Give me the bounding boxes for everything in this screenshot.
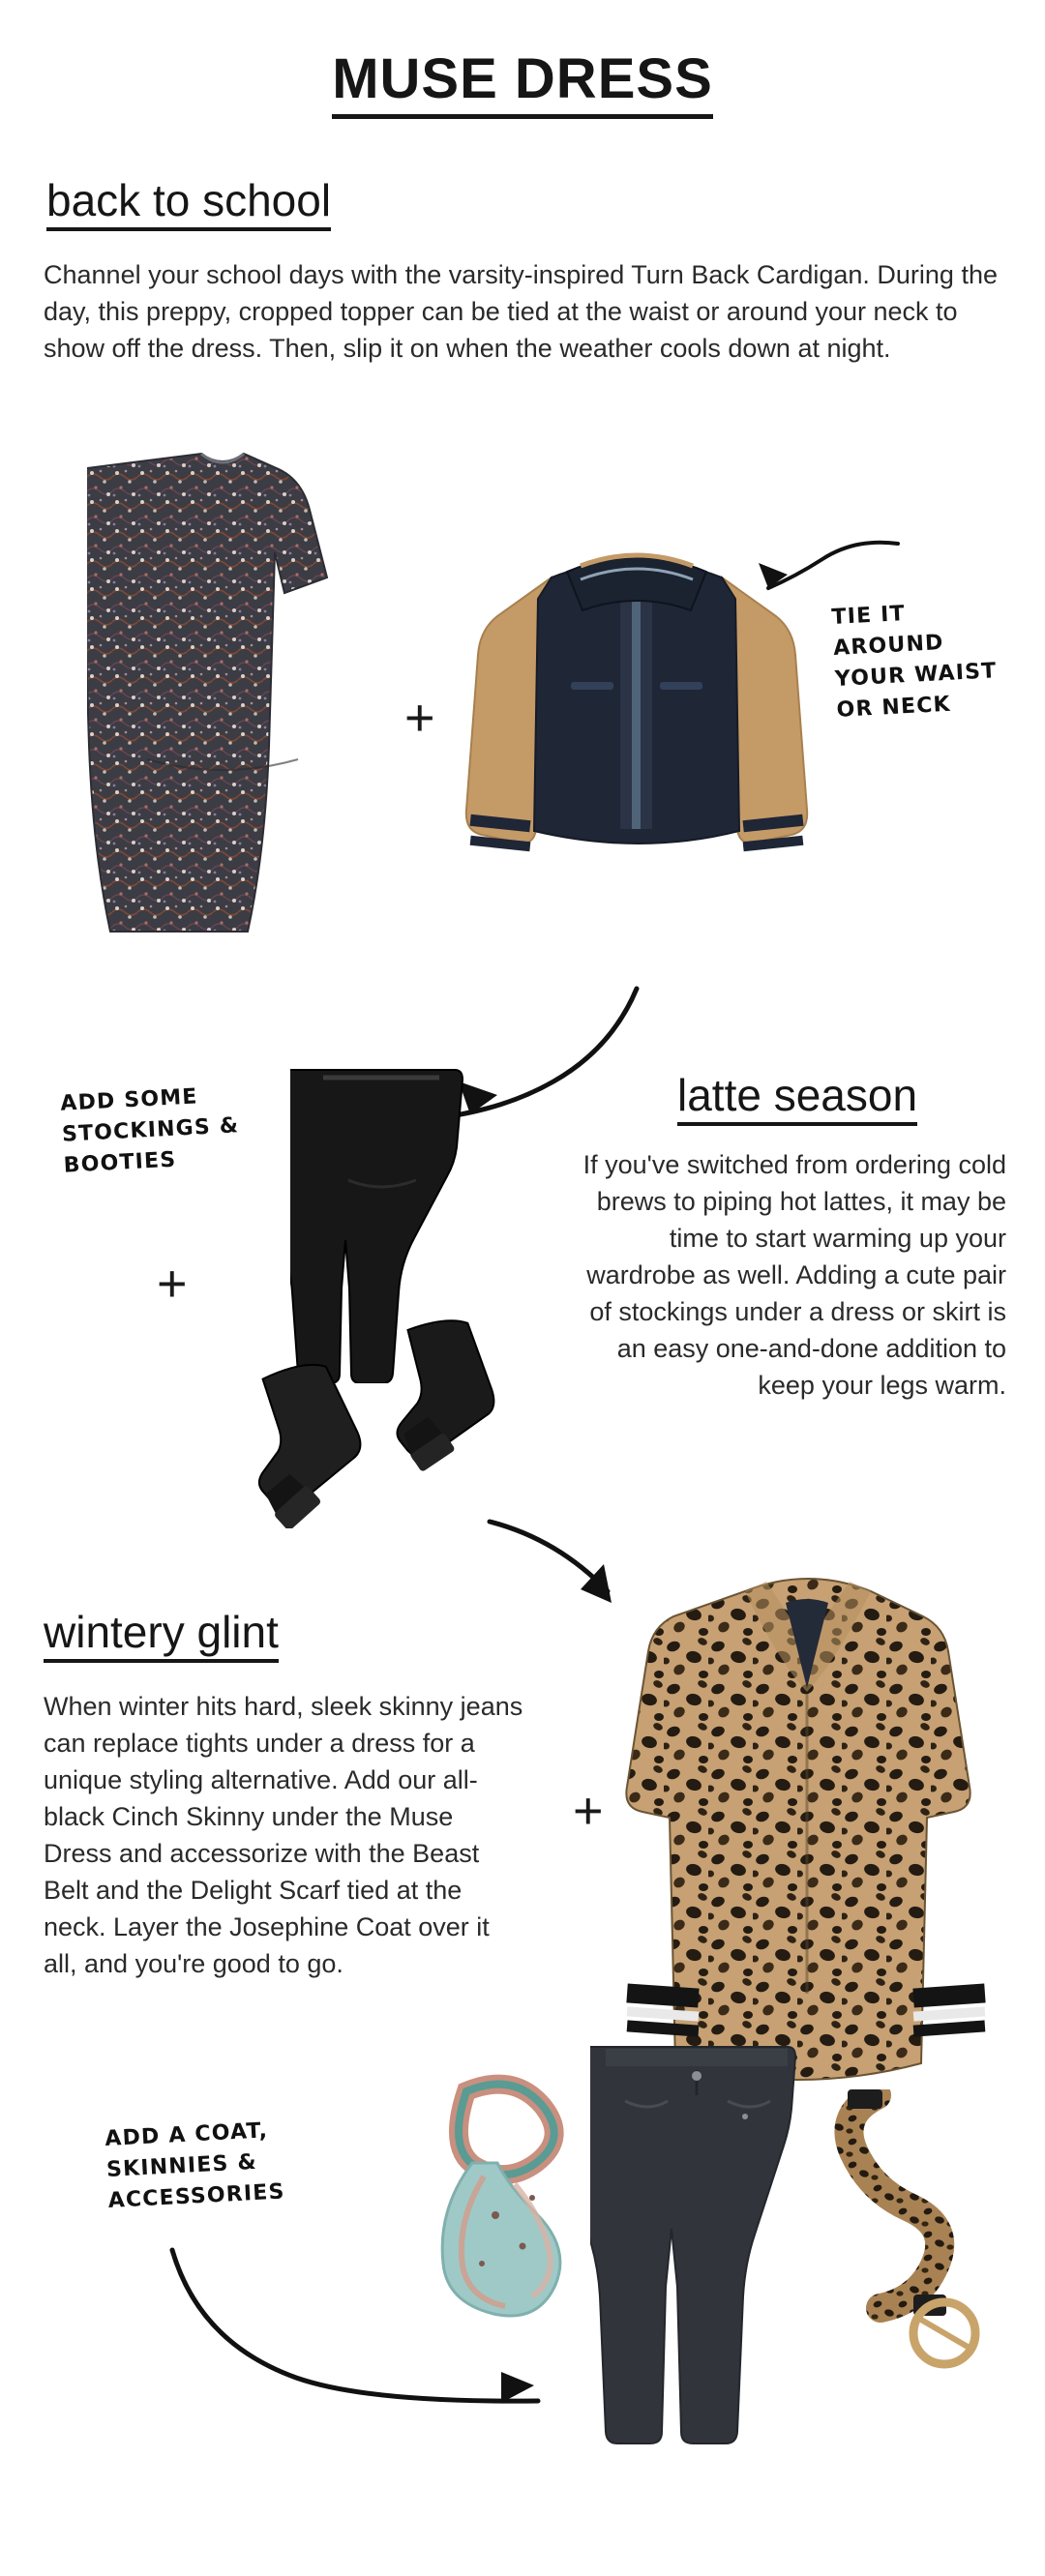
section-heading-text-2: latte season: [677, 1070, 917, 1126]
arrow-to-cardigan: [716, 530, 910, 607]
page-title-text: MUSE DRESS: [332, 47, 713, 119]
plus-sign-1: +: [404, 689, 435, 747]
section-heading-text: back to school: [46, 175, 331, 231]
section-heading-wintery-glint: [44, 1606, 279, 1658]
product-image-beast-belt: [821, 2089, 1014, 2380]
section-heading-text-3: wintery glint: [44, 1607, 279, 1663]
page-title: [0, 46, 1045, 111]
plus-sign-2: +: [157, 1255, 188, 1313]
product-image-muse-dress: [87, 440, 358, 962]
annotation-tie-it-around: TIE IT AROUND YOUR WAIST OR NECK: [830, 602, 999, 723]
section-body-back-to-school: Channel your school days with the varsity-inspired Turn Back Cardigan. During the day, this preppy, cropped topper can be tied at the waist or around your neck to show off the dress. Then, slip it on when the weather cools down at night.: [44, 260, 998, 363]
annotation-add-stockings: ADD SOME STOCKINGS & BOOTIES: [59, 1084, 240, 1178]
product-image-delight-scarf: [387, 2070, 610, 2370]
section-body-wintery-glint: When winter hits hard, sleek skinny jeans can replace tights under a dress for a unique styling alternative. Add our all-black Cinch Skinny under the Muse Dress and accessorize with the Beast Belt and the Delight Scarf tied at the neck. Layer the Josephine Coat over it all, and you're good to go.: [44, 1692, 523, 1978]
product-image-black-booties: [242, 1316, 542, 1528]
section-heading-back-to-school: [46, 174, 331, 226]
annotation-add-a-coat: ADD A COAT, SKINNIES & ACCESSORIES: [104, 2118, 286, 2213]
section-body-latte-season: If you've switched from ordering cold brews to piping hot lattes, it may be time to start warming up your wardrobe as well. Adding a cute pair of stockings under a dress or skirt is an easy one-and-done addition to keep your legs warm.: [582, 1150, 1006, 1400]
plus-sign-3: +: [573, 1782, 604, 1840]
product-image-cinch-skinny-jeans: [590, 2041, 803, 2447]
section-heading-latte-season: [677, 1069, 917, 1121]
product-image-josephine-coat: [619, 1553, 997, 2094]
